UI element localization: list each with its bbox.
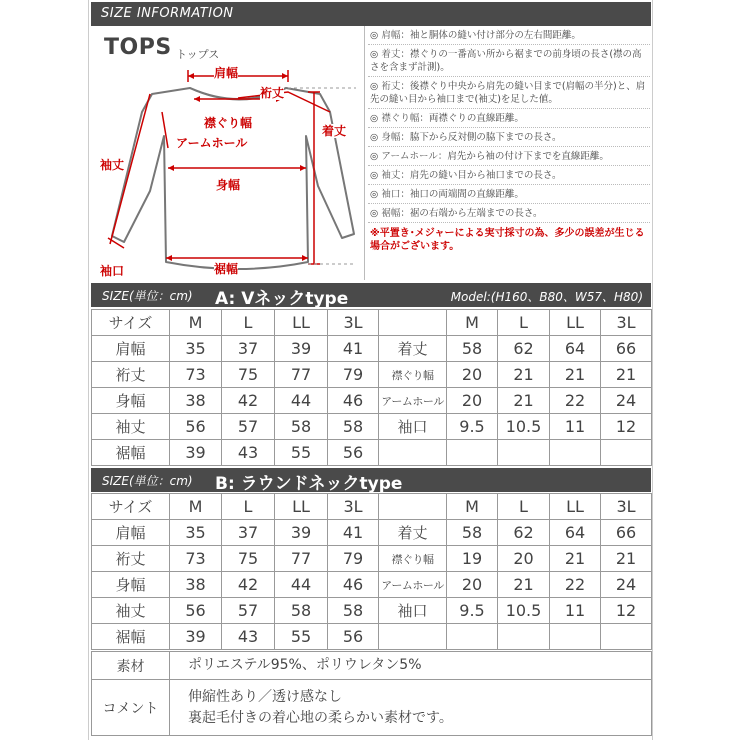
definition-item: ◎ 身幅：脇下から反対側の脇下までの長さ。 bbox=[368, 128, 650, 147]
table-cell: 37 bbox=[222, 336, 275, 362]
table-cell: 20 bbox=[447, 388, 498, 414]
tops-diagram bbox=[92, 26, 362, 280]
table-cell: 55 bbox=[275, 624, 328, 650]
table-cell: 58 bbox=[275, 414, 328, 440]
table-cell: 21 bbox=[601, 546, 652, 572]
table-cell: 21 bbox=[601, 362, 652, 388]
table-cell: 39 bbox=[275, 520, 328, 546]
material-label: 素材 bbox=[92, 652, 170, 680]
table-b-unit: SIZE(単位：cm) bbox=[102, 474, 193, 488]
table-cell: 39 bbox=[275, 336, 328, 362]
definition-item: ◎ 袖丈：肩先の縫い目から袖口までの長さ。 bbox=[368, 166, 650, 185]
table-row-label: 襟ぐり幅 bbox=[379, 362, 447, 388]
table-row-label: アームホール bbox=[379, 388, 447, 414]
table-cell bbox=[601, 624, 652, 650]
comment-label: コメント bbox=[92, 680, 170, 736]
table-cell: 10.5 bbox=[498, 414, 550, 440]
table-cell: 46 bbox=[328, 572, 379, 598]
table-cell: LL bbox=[550, 310, 601, 336]
definition-item: ◎ 袖口：袖口の両端間の直線距離。 bbox=[368, 185, 650, 204]
table-cell: 9.5 bbox=[447, 414, 498, 440]
table-cell: 73 bbox=[170, 546, 222, 572]
table-cell: 21 bbox=[498, 572, 550, 598]
table-row-label bbox=[379, 440, 447, 466]
table-cell: 62 bbox=[498, 336, 550, 362]
table-cell: L bbox=[222, 494, 275, 520]
measurement-note: ※平置き･メジャーによる実寸採寸の為、多少の誤差が生じる場合がございます。 bbox=[370, 228, 645, 252]
table-cell: 9.5 bbox=[447, 598, 498, 624]
table-cell: 24 bbox=[601, 388, 652, 414]
table-cell: LL bbox=[275, 310, 328, 336]
table-cell: 24 bbox=[601, 572, 652, 598]
tops-title: TOPS bbox=[104, 35, 172, 60]
definition-item: ◎ 襟ぐり幅：両襟ぐりの直線距離。 bbox=[368, 109, 650, 128]
table-row bbox=[92, 336, 652, 362]
table-cell: 35 bbox=[170, 336, 222, 362]
table-cell: 19 bbox=[447, 546, 498, 572]
table-row bbox=[92, 414, 652, 440]
table-row-label: 襟ぐり幅 bbox=[379, 546, 447, 572]
label-hem: 裾幅 bbox=[214, 262, 239, 276]
comment-value bbox=[170, 680, 652, 736]
table-cell: 46 bbox=[328, 388, 379, 414]
table-cell: 35 bbox=[170, 520, 222, 546]
table-row-label: 裾幅 bbox=[92, 624, 170, 650]
table-row-label: 肩幅 bbox=[92, 520, 170, 546]
table-cell: 20 bbox=[447, 362, 498, 388]
table-cell: 64 bbox=[550, 336, 601, 362]
table-b-bar bbox=[91, 468, 651, 492]
table-cell bbox=[447, 440, 498, 466]
table-cell: 37 bbox=[222, 520, 275, 546]
info-table bbox=[91, 651, 652, 736]
label-length: 着丈 bbox=[322, 124, 347, 138]
table-cell: 20 bbox=[498, 546, 550, 572]
table-cell: 77 bbox=[275, 362, 328, 388]
table-cell: 64 bbox=[550, 520, 601, 546]
table-cell: L bbox=[498, 494, 550, 520]
table-row-label: 袖口 bbox=[379, 598, 447, 624]
table-row bbox=[92, 388, 652, 414]
table-cell: 79 bbox=[328, 546, 379, 572]
table-row-label: 袖丈 bbox=[92, 414, 170, 440]
table-cell: 3L bbox=[328, 494, 379, 520]
table-row-label: 袖丈 bbox=[92, 598, 170, 624]
table-cell bbox=[601, 440, 652, 466]
table-cell: 58 bbox=[328, 414, 379, 440]
table-cell bbox=[498, 624, 550, 650]
table-cell: 21 bbox=[498, 388, 550, 414]
model-info: Model:(H160、B80、W57、H80) bbox=[450, 290, 643, 304]
table-a-bar bbox=[91, 283, 651, 307]
table-cell: L bbox=[222, 310, 275, 336]
table-cell: 44 bbox=[275, 572, 328, 598]
table-cell: 11 bbox=[550, 598, 601, 624]
table-cell: 12 bbox=[601, 598, 652, 624]
definition-item: ◎ 肩幅：袖と胴体の縫い付け部分の左右間距離。 bbox=[368, 26, 650, 45]
table-cell: 57 bbox=[222, 414, 275, 440]
table-cell: 55 bbox=[275, 440, 328, 466]
table-cell: 75 bbox=[222, 362, 275, 388]
table-cell: 66 bbox=[601, 520, 652, 546]
table-cell: L bbox=[498, 310, 550, 336]
definition-item: ◎ 着丈：襟ぐりの一番高い所から裾までの前身頃の長さ(襟の高さを含まず計測)。 bbox=[368, 45, 650, 77]
header-title: SIZE INFORMATION bbox=[101, 6, 234, 21]
definition-item: ◎ アームホール：肩先から袖の付け下までを直線距離。 bbox=[368, 147, 650, 166]
table-cell: 58 bbox=[328, 598, 379, 624]
table-cell: 77 bbox=[275, 546, 328, 572]
table-cell: 66 bbox=[601, 336, 652, 362]
table-cell: 75 bbox=[222, 546, 275, 572]
table-b-type: B: ラウンドネックtype bbox=[215, 474, 403, 494]
table-cell bbox=[550, 624, 601, 650]
table-cell: 39 bbox=[170, 624, 222, 650]
table-cell: 79 bbox=[328, 362, 379, 388]
size-table-a bbox=[91, 309, 652, 466]
label-yuki: 裄丈 bbox=[260, 86, 285, 100]
table-row-label: サイズ bbox=[92, 310, 170, 336]
table-row bbox=[92, 440, 652, 466]
comment-line: 裏起毛付きの着心地の柔らかい素材です。 bbox=[188, 709, 453, 726]
table-cell: LL bbox=[275, 494, 328, 520]
comment-line: 伸縮性あり／透け感なし bbox=[188, 688, 342, 705]
table-cell bbox=[447, 624, 498, 650]
label-shoulder: 肩幅 bbox=[214, 66, 239, 80]
table-cell: M bbox=[447, 310, 498, 336]
definition-item: ◎ 裄丈：後襟ぐり中央から肩先の縫い目まで(肩幅の半分)と、肩先の縫い目から袖口まで(袖丈)を足した値。 bbox=[368, 77, 650, 109]
table-cell: 38 bbox=[170, 388, 222, 414]
table-a-unit: SIZE(単位：cm) bbox=[102, 289, 193, 303]
table-cell: M bbox=[447, 494, 498, 520]
table-row-label: 身幅 bbox=[92, 388, 170, 414]
table-cell: 10.5 bbox=[498, 598, 550, 624]
table-cell: 21 bbox=[498, 362, 550, 388]
table-row-label: 身幅 bbox=[92, 572, 170, 598]
table-cell: 20 bbox=[447, 572, 498, 598]
table-row-label: アームホール bbox=[379, 572, 447, 598]
table-cell: 42 bbox=[222, 572, 275, 598]
table-cell: 42 bbox=[222, 388, 275, 414]
table-header-row bbox=[92, 310, 652, 336]
table-cell: 58 bbox=[447, 336, 498, 362]
label-neck: 襟ぐり幅 bbox=[204, 116, 253, 130]
table-row bbox=[92, 362, 652, 388]
table-row-label: 肩幅 bbox=[92, 336, 170, 362]
table-cell: 38 bbox=[170, 572, 222, 598]
table-cell: 56 bbox=[328, 624, 379, 650]
label-cuff: 袖口 bbox=[100, 264, 125, 278]
divider bbox=[364, 26, 365, 280]
table-cell: 3L bbox=[328, 310, 379, 336]
table-row-label: 着丈 bbox=[379, 520, 447, 546]
table-cell: 3L bbox=[601, 310, 652, 336]
table-cell: 62 bbox=[498, 520, 550, 546]
table-cell: 56 bbox=[170, 414, 222, 440]
table-cell: 11 bbox=[550, 414, 601, 440]
table-cell: 39 bbox=[170, 440, 222, 466]
table-cell bbox=[498, 440, 550, 466]
table-cell: 41 bbox=[328, 520, 379, 546]
label-chest: 身幅 bbox=[216, 178, 241, 192]
table-row-label bbox=[379, 310, 447, 336]
table-cell: 41 bbox=[328, 336, 379, 362]
table-row-label: 裾幅 bbox=[92, 440, 170, 466]
definitions-list bbox=[368, 26, 650, 280]
table-row-label: 裄丈 bbox=[92, 362, 170, 388]
table-cell: 43 bbox=[222, 440, 275, 466]
label-armhole: アームホール bbox=[176, 136, 248, 150]
table-row-label: サイズ bbox=[92, 494, 170, 520]
definition-item: ◎ 裾幅：裾の右端から左端までの長さ。 bbox=[368, 204, 650, 223]
table-cell: 43 bbox=[222, 624, 275, 650]
table-cell: 22 bbox=[550, 388, 601, 414]
table-cell: M bbox=[170, 494, 222, 520]
header-bar bbox=[91, 2, 651, 26]
table-row bbox=[92, 572, 652, 598]
table-cell: 56 bbox=[328, 440, 379, 466]
table-row bbox=[92, 520, 652, 546]
table-cell: 3L bbox=[601, 494, 652, 520]
size-table-b bbox=[91, 493, 652, 650]
table-cell: 21 bbox=[550, 362, 601, 388]
table-cell: 56 bbox=[170, 598, 222, 624]
table-cell: M bbox=[170, 310, 222, 336]
table-row bbox=[92, 598, 652, 624]
table-cell bbox=[550, 440, 601, 466]
table-row bbox=[92, 624, 652, 650]
table-cell: 22 bbox=[550, 572, 601, 598]
tops-subtitle: トップス bbox=[176, 48, 220, 61]
table-cell: 57 bbox=[222, 598, 275, 624]
table-cell: 58 bbox=[447, 520, 498, 546]
table-cell: 44 bbox=[275, 388, 328, 414]
table-row-label: 着丈 bbox=[379, 336, 447, 362]
table-cell: LL bbox=[550, 494, 601, 520]
label-sleeve: 袖丈 bbox=[100, 158, 125, 172]
material-value: ポリエステル95%、ポリウレタン5% bbox=[170, 652, 652, 680]
table-row-label: 袖口 bbox=[379, 414, 447, 440]
table-cell: 21 bbox=[550, 546, 601, 572]
table-cell: 58 bbox=[275, 598, 328, 624]
table-row-label bbox=[379, 624, 447, 650]
table-header-row bbox=[92, 494, 652, 520]
table-cell: 73 bbox=[170, 362, 222, 388]
table-row bbox=[92, 546, 652, 572]
table-a-type: A: Vネックtype bbox=[215, 289, 349, 309]
table-cell: 12 bbox=[601, 414, 652, 440]
table-row-label bbox=[379, 494, 447, 520]
table-row-label: 裄丈 bbox=[92, 546, 170, 572]
